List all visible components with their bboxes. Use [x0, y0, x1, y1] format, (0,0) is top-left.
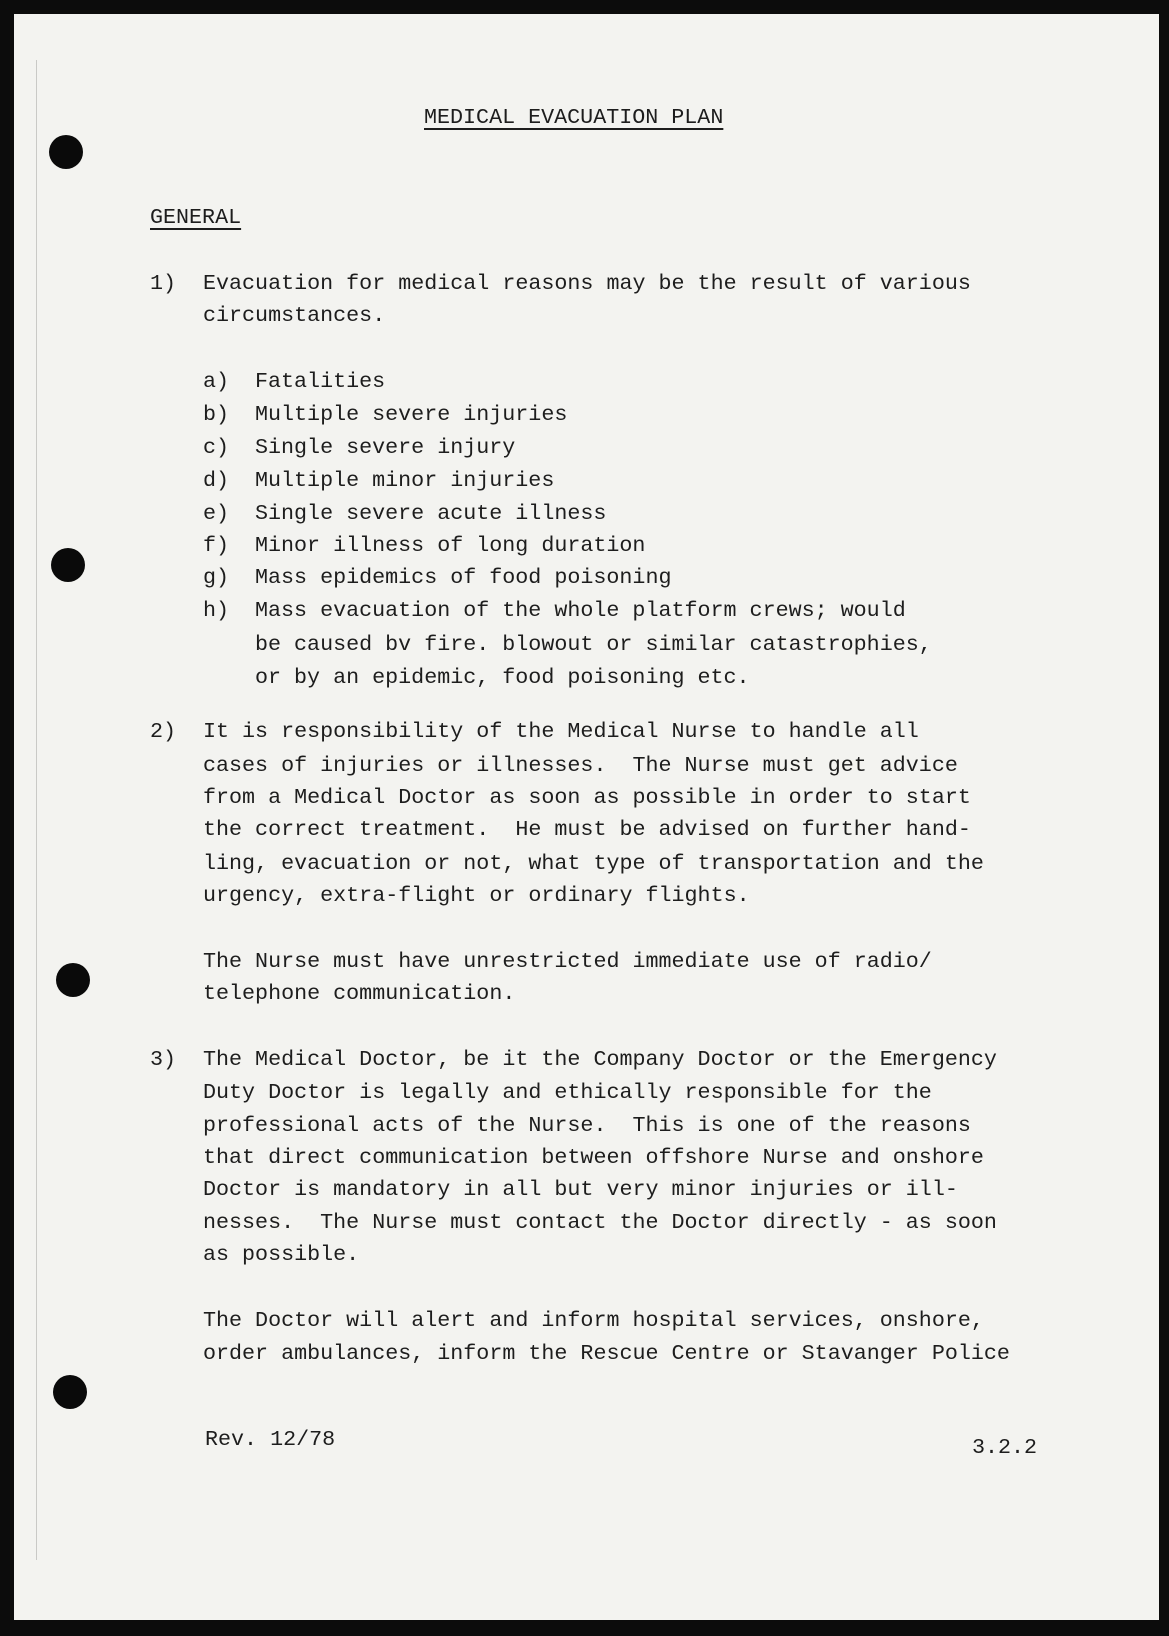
- punch-hole: [49, 135, 83, 169]
- item-text: telephone communication.: [203, 981, 516, 1006]
- item-text: the correct treatment. He must be advised on further hand-: [203, 817, 971, 842]
- item-text: be caused bv fire. blowout or similar catastrophies,: [255, 632, 932, 657]
- subitem-text: Minor illness of long duration: [255, 533, 646, 558]
- item-text: The Medical Doctor, be it the Company Doctor or the Emergency: [203, 1047, 997, 1072]
- item-number: 2): [150, 719, 177, 744]
- item-text: urgency, extra-flight or ordinary flights.: [203, 883, 750, 908]
- punch-hole: [56, 963, 90, 997]
- item-text: order ambulances, inform the Rescue Centre or Stavanger Police: [203, 1341, 1010, 1366]
- item-text: professional acts of the Nurse. This is one of the reasons: [203, 1113, 971, 1138]
- subitem-text: Multiple minor injuries: [255, 468, 555, 493]
- subitem-text: Single severe injury: [255, 435, 516, 460]
- subitem-text: Single severe acute illness: [255, 501, 607, 526]
- item-number: 3): [150, 1047, 177, 1072]
- margin-line: [36, 60, 37, 1560]
- item-text: The Doctor will alert and inform hospital services, onshore,: [203, 1308, 984, 1333]
- item-text: from a Medical Doctor as soon as possible in order to start: [203, 785, 971, 810]
- item-text: The Nurse must have unrestricted immediate use of radio/: [203, 949, 932, 974]
- revision-label: Rev. 12/78: [205, 1427, 336, 1452]
- item-text: or by an epidemic, food poisoning etc.: [255, 665, 750, 690]
- item-text: circumstances.: [203, 303, 386, 328]
- item-text: cases of injuries or illnesses. The Nurse must get advice: [203, 753, 958, 778]
- subitem-text: Multiple severe injuries: [255, 402, 568, 427]
- punch-hole: [51, 548, 85, 582]
- subitem-label: d): [203, 468, 230, 493]
- item-text: Doctor is mandatory in all but very minor injuries or ill-: [203, 1177, 958, 1202]
- item-number: 1): [150, 271, 177, 296]
- item-text: nesses. The Nurse must contact the Doctor directly - as soon: [203, 1210, 997, 1235]
- item-text: Duty Doctor is legally and ethically responsible for the: [203, 1080, 932, 1105]
- item-text: that direct communication between offshore Nurse and onshore: [203, 1145, 984, 1170]
- item-text: Evacuation for medical reasons may be the result of various: [203, 271, 971, 296]
- item-text: ling, evacuation or not, what type of transportation and the: [203, 851, 984, 876]
- section-heading: GENERAL: [150, 205, 242, 230]
- subitem-text: Mass epidemics of food poisoning: [255, 565, 672, 590]
- subitem-label: g): [203, 565, 230, 590]
- subitem-label: a): [203, 369, 230, 394]
- item-text: as possible.: [203, 1242, 360, 1267]
- subitem-label: f): [203, 533, 230, 558]
- document-title: MEDICAL EVACUATION PLAN: [424, 105, 724, 130]
- subitem-label: h): [203, 598, 230, 623]
- subitem-text: Fatalities: [255, 369, 386, 394]
- item-text: It is responsibility of the Medical Nurse to handle all: [203, 719, 919, 744]
- page-number: 3.2.2: [972, 1435, 1038, 1460]
- subitem-label: c): [203, 435, 230, 460]
- punch-hole: [53, 1375, 87, 1409]
- subitem-label: e): [203, 501, 230, 526]
- subitem-text: Mass evacuation of the whole platform crews; would: [255, 598, 906, 623]
- subitem-label: b): [203, 402, 230, 427]
